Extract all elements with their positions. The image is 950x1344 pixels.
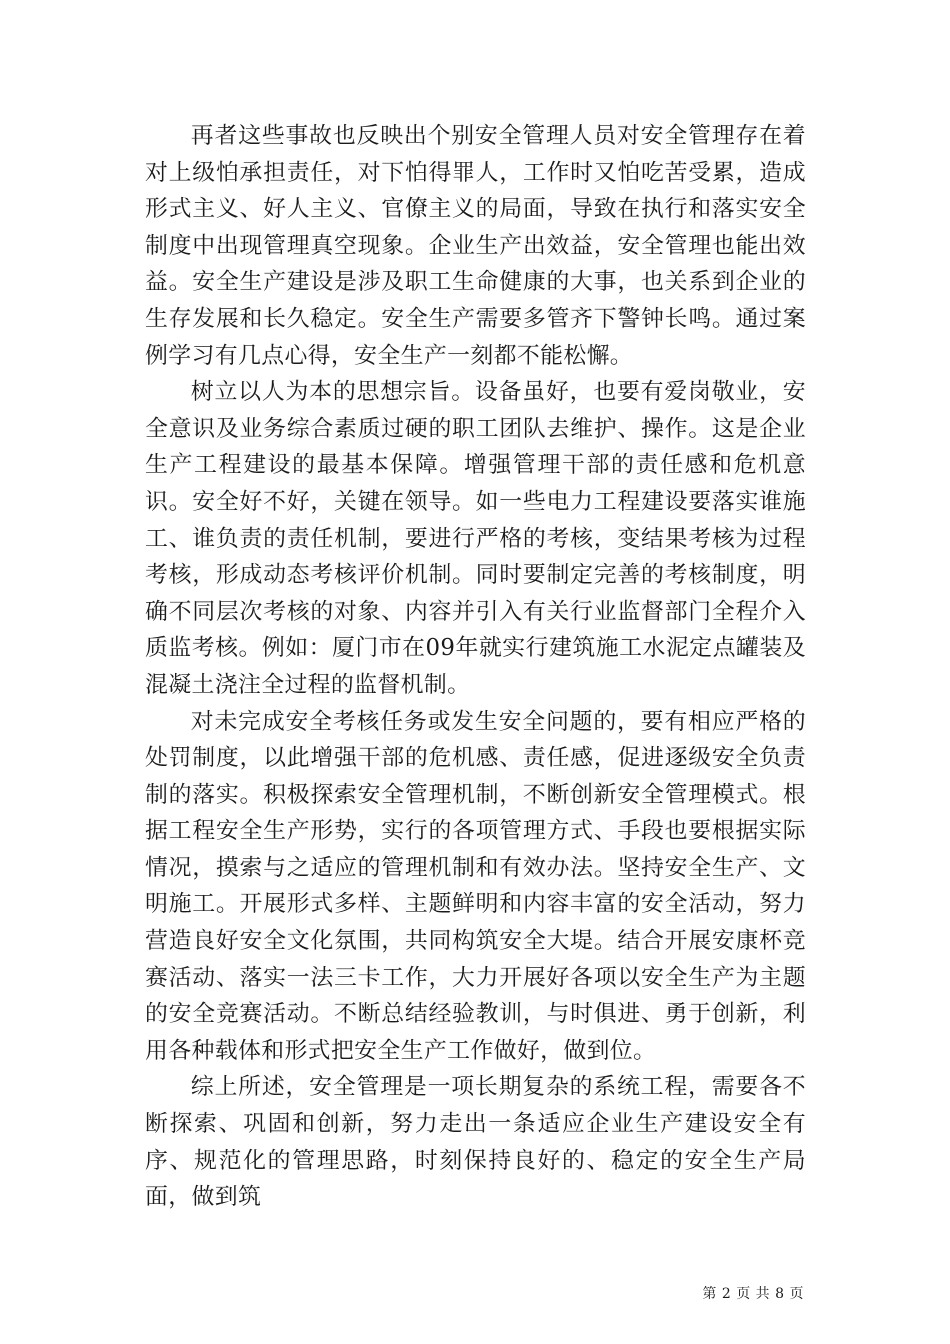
paragraph-accident-reflection: 再者这些事故也反映出个别安全管理人员对安全管理存在着对上级怕承担责任，对下怕得罪人，工作时又怕吃苦受累，造成形式主义、好人主义、官僚主义的局面，导致在执行和落实安全制度中出现管理真空现象。企业生产出效益，安全管理也能出效益。安全生产建设是涉及职工生命健康的大事，也关系到企业的生存发展和长久稳定。安全生产需要多管齐下警钟长鸣。通过案例学习有几点心得，安全生产一刻都不能松懈。	[145, 123, 806, 369]
page-number: 第 2 页 共 8 页	[702, 1286, 804, 1302]
paragraph-penalty-system: 对未完成安全考核任务或发生安全问题的，要有相应严格的处罚制度，以此增强干部的危机感、责任感，促进逐级安全负责制的落实。积极探索安全管理机制，不断创新安全管理模式。根据工程安全生产形势，实行的各项管理方式、手段也要根据实际情况，摸索与之适应的管理机制和有效办法。坚持安全生产、文明施工。开展形式多样、主题鲜明和内容丰富的安全活动，努力营造良好安全文化氛围，共同构筑安全大堤。结合开展安康杯竞赛活动、落实一法三卡工作，大力开展好各项以安全生产为主题的安全竞赛活动。不断总结经验教训，与时俱进、勇于创新，利用各种载体和形式把安全生产工作做好，做到位。	[145, 708, 806, 1064]
paragraph-people-oriented: 树立以人为本的思想宗旨。设备虽好，也要有爱岗敬业，安全意识及业务综合素质过硬的职工团队去维护、操作。这是企业生产工程建设的最基本保障。增强管理干部的责任感和危机意识。安全好不好，关键在领导。如一些电力工程建设要落实谁施工、谁负责的责任机制，要进行严格的考核，变结果考核为过程考核，形成动态考核评价机制。同时要制定完善的考核制度，明确不同层次考核的对象、内容并引入有关行业监督部门全程介入质监考核。例如：厦门市在09年就实行建筑施工水泥定点罐装及混凝土浇注全过程的监督机制。	[145, 379, 806, 698]
document-body	[145, 118, 806, 1216]
paragraph-conclusion: 综上所述，安全管理是一项长期复杂的系统工程，需要各不断探索、巩固和创新，努力走出一条适应企业生产建设安全有序、规范化的管理思路，时刻保持良好的、稳定的安全生产局面，做到筑	[145, 1074, 806, 1211]
